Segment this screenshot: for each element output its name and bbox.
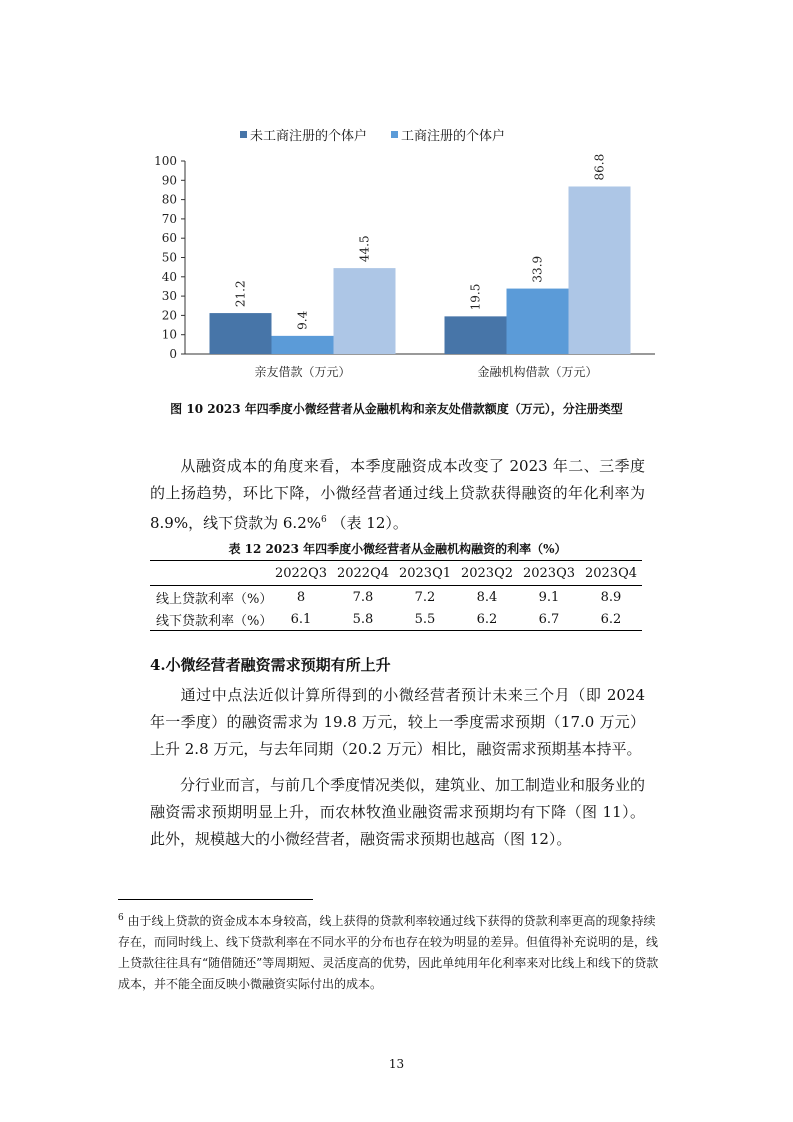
table-row-label: 线下贷款利率（%） <box>156 613 273 629</box>
paragraph-industry-text: 分行业而言，与前几个季度情况类似，建筑业、加工制造业和服务业的融资需求预期明显上升，而农林牧渔业融资需求预期均有下降（图 11）。此外，规模越大的小微经营者，融资需求预期也越高（图 12）。 <box>150 776 646 848</box>
table-row-label: 线上贷款利率（%） <box>156 591 273 607</box>
table-cell: 6.2 <box>600 611 622 627</box>
paragraph-financing-cost <box>150 453 645 537</box>
y-tick-label: 70 <box>161 211 177 226</box>
bar-value-label: 33.9 <box>530 255 545 283</box>
table-cell: 5.8 <box>352 611 374 627</box>
bar-value-label: 19.5 <box>468 283 483 311</box>
footnote-number: 6 <box>118 913 124 923</box>
table-header-cell: 2022Q3 <box>274 565 327 581</box>
y-tick-label: 10 <box>161 327 177 342</box>
y-tick-label: 0 <box>169 347 177 361</box>
y-tick-label: 20 <box>161 308 177 323</box>
footnote-ref-6[interactable]: 6 <box>321 515 327 525</box>
paragraph-industry <box>150 772 645 853</box>
legend-label-series-2: 工商注册的个体户 <box>401 128 506 144</box>
table-cell: 8 <box>296 589 306 605</box>
table-header-cell: 2023Q1 <box>398 565 451 581</box>
y-tick-label: 40 <box>161 269 177 284</box>
bar-2-2 <box>507 289 569 354</box>
y-tick-label: 80 <box>161 192 177 207</box>
x-category-label: 亲友借款（万元） <box>254 365 351 379</box>
bar-value-label: 9.4 <box>295 310 310 330</box>
legend-label-series-1: 未工商注册的个体户 <box>250 128 368 144</box>
table-header-cell: 2023Q4 <box>584 565 637 581</box>
bar-1-2 <box>272 336 334 354</box>
footnote-text: 由于线上贷款的资金成本本身较高，线上获得的贷款利率较通过线下获得的贷款利率更高的现象持续存在，而同时线上、线下贷款利率在不同水平的分布也存在较为明显的差异。但值得补充说明的是，线上贷款往往具有“随借随还”等周期短、灵活度高的优势，因此单纯用年化利率来对比线上和线下的贷款成本，并不能全面反映小微融资实际付出的成本。 <box>118 914 659 991</box>
y-tick-label: 90 <box>161 173 177 188</box>
table-cell: 7.2 <box>414 589 436 605</box>
table-header-cell: 2023Q2 <box>460 565 513 581</box>
table-cell: 7.8 <box>352 589 374 605</box>
y-tick-label: 100 <box>154 154 177 168</box>
page-number: 13 <box>388 1057 405 1071</box>
y-tick-label: 60 <box>161 231 177 246</box>
paragraph-financing-cost-text: 从融资成本的角度来看，本季度融资成本改变了 2023 年二、三季度的上扬趋势，环比下降，小微经营者通过线上贷款获得融资的年化利率为 8.9%，线下贷款为 6.2% <box>150 457 645 532</box>
bar-value-label: 44.5 <box>357 235 372 263</box>
table-cell: 8.9 <box>600 589 622 605</box>
bar-2-1 <box>445 316 507 354</box>
table-header-cell: 2023Q3 <box>522 565 575 581</box>
table-row <box>150 586 642 609</box>
table-row <box>150 608 642 631</box>
y-tick-label: 50 <box>161 250 177 265</box>
paragraph-demand-expectation-text: 通过中点法近似计算所得到的小微经营者预计未来三个月（即 2024 年一季度）的融资需求为 19.8 万元，较上一季度需求预期（17.0 万元）上升 2.8 万元，与去年同期（20.2 万元）相比，融资需求预期基本持平。 <box>150 686 645 758</box>
table-cell: 6.2 <box>476 611 498 627</box>
table-cell: 6.7 <box>538 611 560 627</box>
paragraph-financing-cost-tail: （表 12）。 <box>326 514 408 532</box>
x-category-label: 金融机构借款（万元） <box>477 365 598 379</box>
table-header-row <box>150 561 642 586</box>
footnote-divider <box>118 899 313 900</box>
y-tick-label: 30 <box>161 289 177 304</box>
table-header-cell <box>150 561 270 586</box>
bar-1-3 <box>334 268 396 354</box>
table-cell: 5.5 <box>414 611 436 627</box>
bar-value-label: 21.2 <box>233 280 248 308</box>
bar-value-label: 86.8 <box>592 153 607 181</box>
table-header-cell: 2022Q4 <box>336 565 389 581</box>
bar-chart <box>0 0 793 400</box>
bar-1-1 <box>210 313 272 354</box>
footnote <box>118 908 663 995</box>
figure-caption: 图 10 2023 年四季度小微经营者从金融机构和亲友处借款额度（万元），分注册类型 <box>170 402 623 416</box>
paragraph-demand-expectation <box>150 682 645 763</box>
table-cell: 6.1 <box>290 611 312 627</box>
interest-rate-table <box>150 560 642 631</box>
table-cell: 9.1 <box>538 589 560 605</box>
section-heading: 4.小微经营者融资需求预期有所上升 <box>150 656 391 674</box>
table-caption: 表 12 2023 年四季度小微经营者从金融机构融资的利率（%） <box>228 542 567 556</box>
table-cell: 8.4 <box>476 589 498 605</box>
bar-2-3 <box>569 186 631 354</box>
